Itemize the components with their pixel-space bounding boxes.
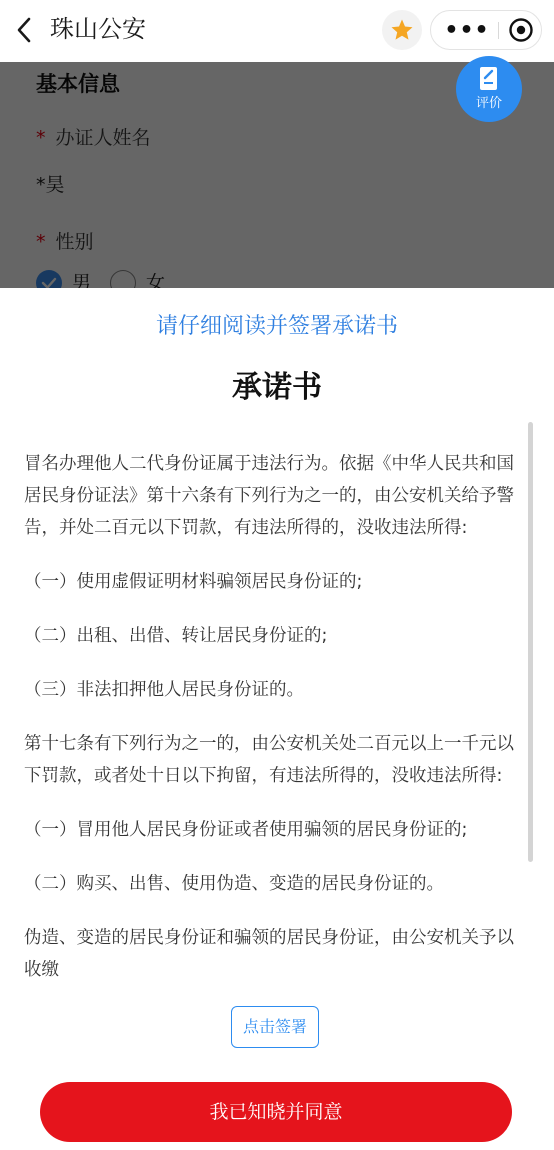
pledge-bottom-sheet xyxy=(0,288,554,1150)
agree-button[interactable]: 我已知晓并同意 xyxy=(40,1082,512,1142)
navigation-bar xyxy=(0,0,554,62)
edit-document-icon xyxy=(479,66,499,96)
back-chevron-icon[interactable] xyxy=(10,14,38,46)
evaluate-button[interactable] xyxy=(456,56,522,122)
scrollbar[interactable] xyxy=(528,422,533,862)
pledge-title: 承诺书 xyxy=(232,370,322,405)
pledge-paragraph: （一）冒用他人居民身份证或者使用骗领的居民身份证的; xyxy=(24,820,468,840)
more-dots-icon[interactable]: ••• xyxy=(444,17,490,43)
pledge-paragraph: （三）非法扣押他人居民身份证的。 xyxy=(24,680,304,700)
page-title: 珠山公安 xyxy=(50,15,146,43)
mini-program-capsule xyxy=(430,10,542,50)
pledge-paragraph: （二）购买、出售、使用伪造、变造的居民身份证的。 xyxy=(24,874,444,894)
close-target-icon[interactable] xyxy=(501,11,541,49)
pledge-text-scroll-area[interactable] xyxy=(24,448,520,996)
pledge-paragraph: 第十七条有下列行为之一的，由公安机关处二百元以上一千元以下罚款，或者处十日以下拘留，有违法所得的，没收违法所得: xyxy=(24,734,514,786)
favorite-star-icon[interactable] xyxy=(382,10,422,50)
evaluate-label: 评价 xyxy=(475,96,502,111)
capsule-divider xyxy=(498,22,499,39)
sign-button[interactable]: 点击签署 xyxy=(231,1006,319,1048)
sheet-prompt: 请仔细阅读并签署承诺书 xyxy=(155,314,398,339)
pledge-paragraph: 伪造、变造的居民身份证和骗领的居民身份证，由公安机关予以收缴 xyxy=(24,928,514,980)
pledge-paragraph: 冒名办理他人二代身份证属于违法行为。依据《中华人民共和国居民身份证法》第十六条有下列行为之一的，由公安机关给予警告，并处二百元以下罚款，有违法所得的，没收违法所得: xyxy=(24,454,514,538)
pledge-paragraph: （二）出租、出借、转让居民身份证的; xyxy=(24,626,328,646)
pledge-paragraph: （一）使用虚假证明材料骗领居民身份证的; xyxy=(24,572,363,592)
